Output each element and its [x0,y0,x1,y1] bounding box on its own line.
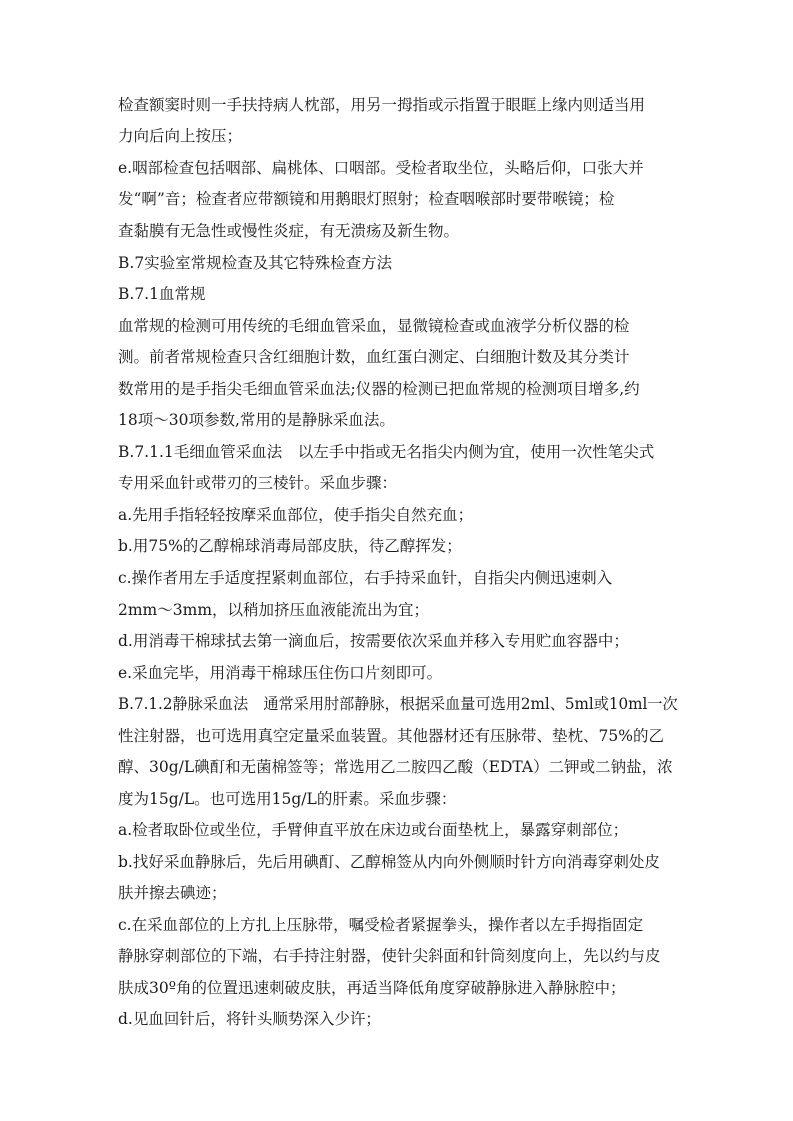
list-item: d.见血回针后，将针头顺势深入少许； [118,1010,381,1028]
text-line: 醇、30g/L碘酊和无菌棉签等；常选用乙二胺四乙酸（EDTA）二钾或二钠盐，浓 [118,758,673,776]
text-line: 性注射器，也可选用真空定量采血装置。其他器材还有压脉带、垫枕、75%的乙 [118,727,664,745]
text-line: 18项～30项参数,常用的是静脉采血法。 [118,411,395,429]
text-line: 力向后向上按压； [118,127,243,145]
text-line: 测。前者常规检查只含红细胞计数，血红蛋白测定、白细胞计数及其分类计 [118,348,630,366]
text-line: 血常规的检测可用传统的毛细血管采血，显微镜检查或血液学分析仪器的检 [118,317,630,335]
list-item: a.检者取卧位或坐位，手臂伸直平放在床边或台面垫枕上，暴露穿刺部位； [118,821,629,839]
list-item: e.采血完毕，用消毒干棉球压住伤口片刻即可。 [118,664,443,682]
text-line: 发“啊”音；检查者应带额镜和用鹅眼灯照射；检查咽喉部时要带喉镜；检 [118,190,615,208]
text-line: 度为15g/L。也可选用15g/L的肝素。采血步骤： [118,790,457,808]
text-line: e.咽部检查包括咽部、扁桃体、口咽部。受检者取坐位，头略后仰，口张大并 [118,159,644,177]
text-line: 专用采血针或带刃的三棱针。采血步骤： [118,474,398,492]
list-item: b.用75%的乙醇棉球消毒局部皮肤，待乙醇挥发； [118,537,462,555]
subsection-heading: B.7.1血常规 [118,285,206,303]
text-line: 数常用的是手指尖毛细血管采血法;仪器的检测已把血常规的检测项目增多,约 [118,380,640,398]
text-line: 2mm～3mm，以稍加挤压血液能流出为宜； [118,601,430,619]
text-line: 静脉穿刺部位的下端，右手持注射器，使针尖斜面和针筒刻度向上，先以约与皮 [118,947,661,965]
text-line: 肤并擦去碘迹； [118,884,227,902]
text-line: 查黏膜有无急性或慢性炎症，有无溃疡及新生物。 [118,222,460,240]
list-item: b.找好采血静脉后，先后用碘酊、乙醇棉签从内向外侧顺时针方向消毒穿刺处皮 [118,853,660,871]
text-line: B.7.1.2静脉采血法 通常采用肘部静脉，根据采血量可选用2ml、5ml或10ml一次 [118,695,678,713]
list-item: c.在采血部位的上方扎上压脉带，嘱受检者紧握拳头，操作者以左手拇指固定 [118,916,644,934]
text-line: B.7.1.1毛细血管采血法 以左手中指或无名指尖内侧为宜，使用一次性笔尖式 [118,443,655,461]
text-line: 检查额窦时则一手扶持病人枕部，用另一拇指或示指置于眼眶上缘内则适当用 [118,96,646,114]
list-item: c.操作者用左手适度捏紧刺血部位，右手持采血针，自指尖内侧迅速刺入 [118,569,613,587]
text-line: 肤成30º角的位置迅速刺破皮肤，再适当降低角度穿破静脉进入静脉腔中； [118,979,626,997]
list-item: a.先用手指轻轻按摩采血部位，使手指尖自然充血； [118,506,474,524]
list-item: d.用消毒干棉球拭去第一滴血后，按需要依次采血并移入专用贮血容器中； [118,632,629,650]
section-heading: B.7实验室常规检查及其它特殊检查方法 [118,254,393,272]
